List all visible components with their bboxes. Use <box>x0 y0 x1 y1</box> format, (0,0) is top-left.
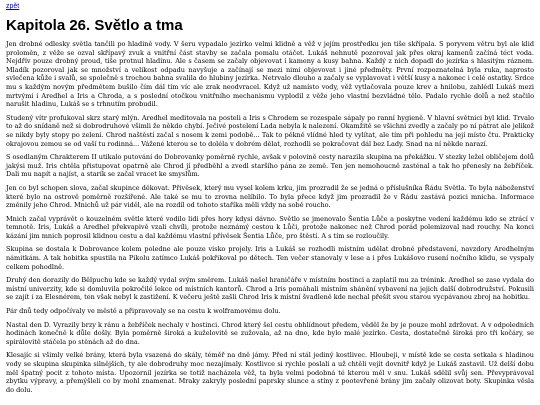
back-link[interactable]: zpět <box>6 3 20 10</box>
paragraph: Mnich začal vyprávět o kouzelném světle které vodilo lidi přes hory kdysi dávno. Světlo se jmenovalo Šentia Lůče a poskytne vedení každému kdo se ztrácí v temnotě. Iris, Lukáš a Aredhel překvapivě vzali chvíli, protože neznámý cestou k Lůči, protože nakonec než Chrod porád polemizoval nad rouchy. Na konci kázání jim mnich poprosil klidnou cestu a dal každému vlastní přívěsek Šentia Lůče, pro štěstí. A s tím se rozloučily. <box>6 214 534 240</box>
paragraph: Jen drobné odlesky světla tančili po hladině vody. V šeru vypadalo jezírko velmi klidně a věž v jejím prostředku jen tiše skřípala. S poryvem větru byl ale klid proloměn, z věže se ozval skřípavý zvuk a vnitřní část stavby se začala pomalu otáčet. Lukáš nehnutě pozoroval jak přes okraj kamenů začíná téct voda. Nejdřív pouze drobný proud, tiše protnul hladinu. Ale s časem se začaly objevovat i kameny a kusy bahna. Každý z nich dopadl do jezírka s hlasitým ráznem. Mladík pozoroval jak se množství a velikost odpadu navyšuje a začínají se mezi nimi objevovat i jiné předměty. První rozpoznatelná byla ruka, naprosto svlečena kůže i svalů, se společně s trochou bahna svalila do hlubiny jezírka. Netrvalo dlouho a začaly se vyplavovat i větší kusy a nakonec i celé ostatky. Srdce mu s každým novým předmětem bušilo čím dál tím víc ale zrak neodvracel. Když už namísto vody, věž vytlačovala pouze krev a hnilobu, zahlédl Lukáš mezi mrtvými i Aredhel a Iris a Chroda, a s poslední otočkou vnitřního mechanismu vyplodil z věže jeho vlastní bezvládné tělo. Padalo rychle dolů a než stačilo narušit hladinu, Lukáš se s trhnutím probudil. <box>6 40 534 109</box>
paragraph: Jen co byl schopen slova, začal skupince děkovat. Přivěsek, který mu vysel kolem krku, jim prozradil že se jedná o příslušníka Řádu Světla. To byla náboženství které bylo na ostrově poměrně rozšířené. Ale také se mu to zrovna nelíbilo. To byla přece když jim prozradil že v Řádu zastává pozici mnicha. Informace změnily jeho Chrod. Mnichů už pár viděl, ale na rozdíl od tohoto staříka měli vždy na sobě roucho. <box>6 183 534 210</box>
chapter-content <box>6 40 534 394</box>
paragraph: S osedlaným Chrakterem II utikalo putování do Dobrovanky poměrně rychle, avšak v polovině cesty narazila skupina na překážku. V stezky ležel obličejem dolů jakýsi muž. Iris chtěla přistupovat opatrně ale Chrod jí předběhl a zvedl staršího pána ze země. Ten jen nemohoucně zasténal a tak ho přenesly na žebříček. Dali mu napít a najíst, a starík se začal vracet ke smyslům. <box>6 153 534 179</box>
paragraph: Nastal den D. Vyrazily brzy k ránu a žebříček nechaly v hostinci. Chrod který šel cestu obhlídnout předem, věděl že by je pouze mohl zdržovat. A v odpoledních hodinách konečně k důle došly. Byla poměrně široká a kuželovitě se zužovala, až na dno, kde bylo malé jezírko. Cesta, dostatečně široká pro tři kočáry, se spirálovitě stáčela po stěnách až do dna. <box>6 320 534 346</box>
paragraph: Studený vítr profukoval skrz starý mlýn. Aredhel meditovala na posteli a Iris s Chrodem se rozespale sápaly po ranní hygieně. V hlavní světnici byl klid. Trvalo to až do snídaně než si dobrodruhové všimli že někdo chybí. Ječivé postelení Lada nebyla k nalezení. Okamžitě se všichni zvedly a začaly po ní pátrat ale jelikož se nikdy byly stopy po zelení. Chrod naštěstí začal s nosem k zemi podobě... Tak to pěkně vlídné hled ty vylítat, ale tím při pohledu na její místo čtu. Prakticky okrajovou zemou se od vaší tu rodinná... Vážené kterou se to doléla v dobrém dělat, rozhodli se pokračovat dál bez Lady. Snad na ní někde narazí. <box>6 113 534 148</box>
chapter-title: Kapitola 26. Světlo a tma <box>6 17 183 34</box>
paragraph: Skupina se dostala k Dobrovance kolem poledne ale pouze visko projely. Iris a Lukáš se rozhodli místním udělat drobné představení, navzdory Aredhelným námitkám. A tak hobitka spustila na Pikolu zatímco Lukáš pokřikoval po dětech. Ten večer stanovaly v lese a i přes Lukášovo rusení nočního klidu, se vyspaly celkem pohodlně. <box>6 245 534 271</box>
paragraph: Pár dnů tedy odpočívaly ve městě a připravovaly se na cestu k wolframovému dolu. <box>6 307 281 316</box>
paragraph: Druhý den dorazily do Bělpuchu kde se každý vydal svým směrem. Lukáš našel hraničáře v místním hostinci a zaplatil mu za trénink. Aredhel se zase vydala do místní univerzity, kde si domluvila pokročilé lekce od místních kantorů. Chrod a Iris pomáhali místním shánění vybavení na jejich další dobrodružství. Pokusili se zajít i za Elesnérem, ten však nebyl k zastižení. K večeru ještě zašli Chrod Iris k místní švadleně kde nechal přešít svou starou vycpávanou zbroj na hobitku. <box>6 276 534 302</box>
paragraph: Klesajíc si všimly velké brány, která byla vsazená do skály, téměř na dně jámy. Před ní stál jediný kostlivec. Hloubeji, v místě kde se cesta setkala s hladinou vody se skupina skupinka silnějších, ty ale dobrodruhy moc nezajímaly. Kostlivce si rychle poslali a už chtěli vejít dovnitř když je Lukáš zastavil. Už delší dobu měl špatný pocit z tohoto místa. Upozornil jezírka se totiž nacházela věž, ta byla velmi podobná té kterou měl v snu. Lukáš sdělil svůj sen. Převyprávoval zbytku výpravy, a přemýšleli co by mohl znamenat. Mraky zakryly poslední paprsky slunce a stíny z pootevřené brány jim začaly olizovat boty. Skupinka věsla do dolu. <box>6 351 534 394</box>
